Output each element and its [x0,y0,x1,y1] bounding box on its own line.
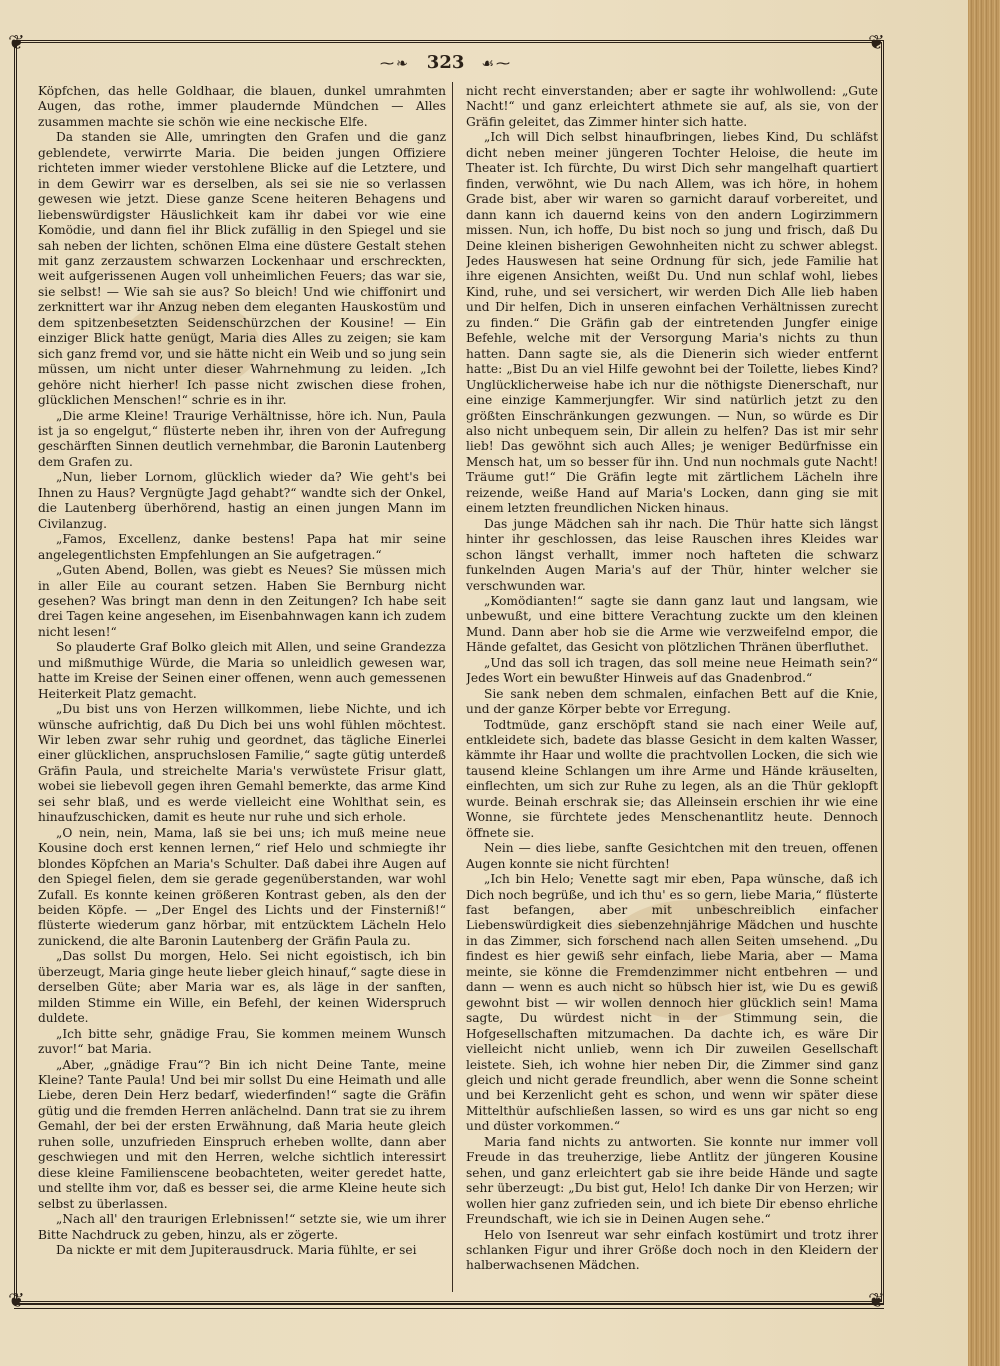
paragraph: „Nach all' den traurigen Erlebnissen!“ setzte sie, wie um ihrer Bitte Nachdruck zu geben, hinzu, als er zögerte. [38,1212,446,1242]
paragraph: „Nun, lieber Lornom, glücklich wieder da? Wie geht's bei Ihnen zu Haus? Vergnügte Jagd gehabt?“ wandte sich der Onkel, die Lautenberg überhörend, hastig an einen jungen Mann im Civilanzug. [38,470,446,531]
corner-ornament-icon: ❦ [8,1288,25,1312]
corner-ornament-icon: ❦ [868,30,885,54]
paragraph: „Das sollst Du morgen, Helo. Sei nicht egoistisch, ich bin überzeugt, Maria ginge heute lieber gleich hinauf,“ sagte diese in derselben Güte; aber Maria war es, als läge in der sanften, milden Stimme ein Wille, ein Befehl, der keinen Widerspruch duldete. [38,949,446,1026]
paragraph: Maria fand nichts zu antworten. Sie konnte nur immer voll Freude in das treuherzige, liebe Antlitz der jüngeren Kousine sehen, und ganz erleichtert gab sie ihre beide Hände und sagte sehr überzeugt: „Du bist gut, Helo! Ich danke Dir von Herzen; wir wollen hier ganz zufrieden sein, und ich biete Dir ebenso ehrliche Freundschaft, wie ich sie in Deinen Augen sehe.“ [466,1134,878,1227]
paragraph: Nein — dies liebe, sanfte Gesichtchen mit den treuen, offenen Augen konnte sie nicht fürchten! [466,841,878,871]
paragraph: „Famos, Excellenz, danke bestens! Papa hat mir seine angelegentlichsten Empfehlungen an Sie aufgetragen.“ [38,532,446,562]
paragraph: Helo von Isenreut war sehr einfach kostümirt und trotz ihrer schlanken Figur und ihrer Größe doch noch in den Kleidern der halberwachsenen Mädchen. [466,1227,878,1273]
left-column [38,84,446,1289]
corner-ornament-icon: ❦ [8,30,25,54]
paragraph: Da nickte er mit dem Jupiterausdruck. Maria fühlte, er sei [56,1242,417,1257]
page-number: 323 [426,52,465,73]
corner-ornament-icon: ❦ [868,1288,885,1312]
paragraph: „Ich will Dich selbst hinaufbringen, liebes Kind, Du schläfst dicht neben meiner jüngeren Tochter Heloise, die heute im Theater ist. Ich fürchte, Du wirst Dich sehr mangelhaft quartiert finden, verwöhnt, wie Du nach Allem, was ich höre, in hohem Grade bist, aber wir waren so garnicht darauf vorbereitet, und dann kann ich dauernd keins von den andern Logirzimmern missen. Nun, ich hoffe, Du bist noch so jung und frisch, daß Du Deine kleinen bisherigen Gewohnheiten nicht zu schwer ablegst. Jedes Hauswesen hat seine Ordnung für sich, jede Familie hat ihre eigenen Ansichten, weißt Du. Und nun schlaf wohl, liebes Kind, ruhe, und sei versichert, wir werden Dich Alle lieb haben und Dir helfen, Dich in unseren einfachen Verhältnissen zurecht zu finden.“ Die Gräfin gab der eintretenden Jungfer einige Befehle, welche mit der Versorgung Maria's nichts zu thun hatten. Dann sagte sie, als die Dienerin sich wieder entfernt hatte: „Bist Du an viel Hilfe gewohnt bei der Toilette, liebes Kind? Unglücklicherweise habe ich nur die nöthigste Dienerschaft, nur eine einzige Kammerjungfer. Wir sind natürlich jetzt zu den größten Einschränkungen gezwungen. — Nun, so würde es Dir also nicht unbequem sein, Dir allein zu helfen? Das ist mir sehr lieb! Das gewöhnt sich auch Alles; je weniger Bedürfnisse ein Mensch hat, um so besser für ihn. Und nun nochmals gute Nacht! Träume gut!“ Die Gräfin legte mit zärtlichem Lächeln ihre reizende, weiße Hand auf Maria's Locken, dann ging sie mit einem letzten freundlichen Nicken hinaus. [466,130,878,516]
bottom-rule [14,1304,884,1309]
page-header [14,52,878,74]
paragraph: „Du bist uns von Herzen willkommen, liebe Nichte, und ich wünsche aufrichtig, daß Du Dich bei uns wohl fühlen möchtest. Wir leben zwar sehr ruhig und geordnet, das tägliche Einerlei einer glücklichen, anspruchslosen Familie,“ sagte gütig unterdeß Gräfin Paula, und streichelte Maria's verwüstete Frisur glatt, wobei sie liebevoll gegen ihren Gemahl bemerkte, das arme Kind sei sehr blaß, und es werde vielleicht eine Wohlthat sein, es hinaufzuschicken, damit es heute nur ruhe und sich erhole. [38,702,446,825]
paragraph: Todtmüde, ganz erschöpft stand sie nach einer Weile auf, entkleidete sich, badete das blasse Gesicht in dem kalten Wasser, kämmte ihr Haar und wollte die prachtvollen Locken, die sich wie tausend kleine Schlangen um ihre Arme und Hände kräuselten, einflechten, um sich zur Ruhe zu legen, als an die Thür geklopft wurde. Beinah erschrak sie; das Alleinsein erschien ihr wie eine Wonne, sie fürchtete jedes Menschenantlitz heute. Dennoch öffnete sie. [466,717,878,840]
paragraph: „Guten Abend, Bollen, was giebt es Neues? Sie müssen mich in aller Eile au courant setzen. Haben Sie Bernburg nicht gesehen? Was bringt man denn in den Zeitungen? Ich habe seit drei Tagen keine angesehen, im Eisenbahnwagen kann ich zudem nicht lesen!“ [38,563,446,639]
paragraph: „Und das soll ich tragen, das soll meine neue Heimath sein?“ Jedes Wort ein bewußter Hinweis auf das Gnadenbrod.“ [466,655,878,686]
paragraph: „Ich bin Helo; Venette sagt mir eben, Papa wünsche, daß ich Dich noch begrüße, und ich thu' es so gern, liebe Maria,“ flüsterte fast befangen, aber mit unbeschreiblich einfacher Liebenswürdigkeit dies siebenzehnjährige Mädchen und huschte in das Zimmer, sich forschend nach allen Seiten umsehend. „Du findest es hier gewiß sehr einfach, liebe Maria, aber — Mama meinte, sie könne die Fremdenzimmer nicht entbehren — und dann — wenn es auch nicht so hübsch hier ist, wie Du es gewiß gewohnt bist — wir wollen dennoch hier glücklich sein! Mama sagte, Du würdest nicht in der Stimmung sein, die Hofgesellschaften mitzumachen. Da dachte ich, es wäre Dir vielleicht nicht unlieb, wenn ich Dir zuweilen Gesellschaft leistete. Sieh, ich wohne hier neben Dir, die Zimmer sind ganz gleich und nicht gerade freundlich, aber wenn die Sonne scheint und bei Kerzenlicht geht es schon, und wenn wir später diese Mittelthür aufschließen lassen, so wird es uns gar nicht so eng und düster vorkommen.“ [466,872,878,1134]
paragraph: Da standen sie Alle, umringten den Grafen und die ganz geblendete, verwirrte Maria. Die beiden jungen Offiziere richteten immer wieder verstohlene Blicke auf die Letztere, und in dem Gewirr war es derselben, als sei sie nie so verlassen gewesen wie jetzt. Diese ganze Scene heiteren Behagens und liebenswürdigster Häuslichkeit kam ihr dabei vor wie eine Komödie, und dann fiel ihr Blick zufällig in den Spiegel und sie sah neben der lichten, schönen Elma eine düstere Gestalt stehen mit ganz zerzaustem schwarzen Lockenhaar und erschreckten, weit aufgerissenen Augen voll unheimlichen Feuers; das war sie, sie selbst! — Wie sah sie aus? So bleich! Und wie chiffonirt und zerknittert war ihr Anzug neben dem eleganten Hauskostüm und dem spitzenbesetzten Seidenschürzchen der Kousine! — Ein einziger Blick hatte genügt, Maria dies Alles zu zeigen; sie kam sich ganz fremd vor, und sie hätte nicht ein Weib und so jung sein müssen, um nicht unter dieser Wahrnehmung zu leiden. „Ich gehöre nicht hierher! Ich passe nicht zwischen diese frohen, glücklichen Menschen!“ schrie es in ihr. [38,130,446,408]
header-ornament-left-icon: ⁓❧ [379,56,410,72]
paragraph: nicht recht einverstanden; aber er sagte ihr wohlwollend: „Gute Nacht!“ und ganz erleichtert athmete sie auf, als sie, von der Gräfin geleitet, das Zimmer hinter sich hatte. [466,84,878,129]
header-ornament-right-icon: ☙⁓ [481,56,513,72]
paragraph: „Die arme Kleine! Traurige Verhältnisse, höre ich. Nun, Paula ist ja so engelgut,“ flüsterte neben ihr, ihren von der Aufregung geschärften Sinnen deutlich vernehmbar, die Baronin Lautenberg dem Grafen zu. [38,408,446,469]
column-divider [452,82,453,1292]
paragraph: So plauderte Graf Bolko gleich mit Allen, und seine Grandezza und mißmuthige Würde, die Maria so unleidlich gewesen war, hatte im Kreise der Seinen einer offenen, wenn auch gemessenen Heiterkeit Platz gemacht. [38,640,446,701]
paragraph: Sie sank neben dem schmalen, einfachen Bett auf die Knie, und der ganze Körper bebte vor Erregung. [466,686,878,717]
paragraph: „Komödianten!“ sagte sie dann ganz laut und langsam, wie unbewußt, und eine bittere Verachtung zuckte um den kleinen Mund. Dann aber hob sie die Arme wie verzweifelnd empor, die Hände gefaltet, das Gesicht von plötzlichen Thränen überfluthet. [466,593,878,655]
paragraph: „O nein, nein, Mama, laß sie bei uns; ich muß meine neue Kousine doch erst kennen lernen,“ rief Helo und schmiegte ihr blondes Köpfchen an Maria's Schulter. Daß dabei ihre Augen auf den Spiegel fielen, dem sie gerade gegenüberstanden, war wohl Zufall. Es konnte keinen größeren Kontrast geben, als den der beiden Köpfe. — „Der Engel des Lichts und der Finsterniß!“ flüsterte wiederum ganz hörbar, mit entzücktem Lächeln Helo zunickend, die alte Baronin Lautenberg der Gräfin Paula zu. [38,825,446,948]
paragraph: „Aber, „gnädige Frau“? Bin ich nicht Deine Tante, meine Kleine? Tante Paula! Und bei mir sollst Du eine Heimath und alle Liebe, deren Dein Herz bedarf, wiederfinden!“ sagte die Gräfin gütig und die fremden Herren anlächelnd. Dann trat sie zu ihrem Gemahl, der bei der ersten Erwähnung, daß Maria heute gleich ruhen solle, unzufrieden Einspruch erheben wollte, dann aber geschwiegen und mit den Herren, welche sichtlich interessirt diese kleine Familienscene beobachteten, weiter geredet hatte, und stellte ihm vor, daß es besser sei, die arme Kleine heute sich selbst zu überlassen. [38,1057,446,1211]
paragraph: „Ich bitte sehr, gnädige Frau, Sie kommen meinem Wunsch zuvor!“ bat Maria. [38,1026,446,1057]
paragraph: Köpfchen, das helle Goldhaar, die blauen, dunkel umrahmten Augen, das rothe, immer plaudernde Mündchen — Alles zusammen machte sie schön wie eine neckische Elfe. [38,84,446,129]
paragraph: Das junge Mädchen sah ihr nach. Die Thür hatte sich längst hinter ihr geschlossen, das leise Rauschen ihres Kleides war schon längst verhallt, immer noch hafteten die schwarz funkelnden Augen Maria's auf der Thür, hinter welcher sie verschwunden war. [466,516,878,593]
right-column [466,84,878,1289]
book-page-edges [968,0,1000,1366]
